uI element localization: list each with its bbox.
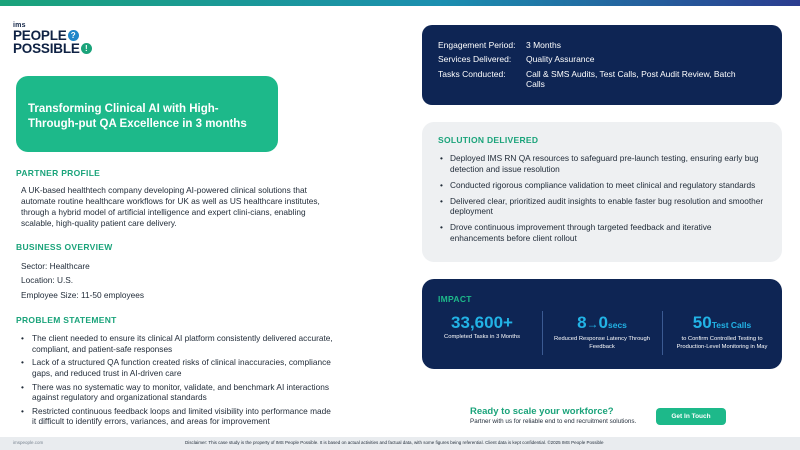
services-delivered-label: Services Delivered: <box>438 54 512 65</box>
solution-list <box>438 153 766 243</box>
problem-statement-heading: PROBLEM STATEMENT <box>16 315 117 325</box>
solution-item: • Conducted rigorous compliance validation to meet clinical and regulatory standards <box>440 179 756 190</box>
impact-stat-tasks <box>422 314 542 351</box>
bullet-icon: • <box>440 153 443 163</box>
solution-card <box>422 122 782 262</box>
business-location: Location: U.S. <box>21 275 74 285</box>
partner-profile-heading: PARTNER PROFILE <box>16 168 101 178</box>
stat-latency-to: 0 <box>598 313 608 332</box>
stat-latency-from: 8 <box>577 313 587 332</box>
logo-question-icon: ? <box>68 30 79 41</box>
engagement-period-value: 3 Months <box>526 40 561 50</box>
logo-exclamation-icon: ! <box>81 43 92 54</box>
bullet-icon: • <box>21 381 24 392</box>
stat-latency-unit: secs <box>608 320 627 330</box>
stat-calls-desc: to Confirm Controlled Testing to Production-Level Monitoring in May <box>676 336 768 350</box>
impact-stats <box>422 314 782 351</box>
solution-item: • Deployed IMS RN QA resources to safeguard pre-launch testing, ensuring early bug detection and issue resolution <box>440 153 759 174</box>
logo-word-possible: POSSIBLE <box>13 40 80 56</box>
arrow-right-icon: → <box>586 317 599 331</box>
solution-item: • Drove continuous improvement through targeted feedback and iterative enhancements before client rollout <box>440 222 712 243</box>
impact-stat-latency <box>542 314 662 351</box>
stat-latency-desc: Reduced Response Latency Through Feedback <box>554 336 650 350</box>
bullet-icon: • <box>21 333 24 343</box>
footer-bar <box>0 437 800 450</box>
engagement-period-label: Engagement Period: <box>438 40 516 50</box>
problem-item: • The client needed to ensure its clinical AI platform consistently delivered accurate, compliant, and patient-safe responses <box>21 333 333 354</box>
tasks-conducted-label: Tasks Conducted: <box>438 68 506 79</box>
footer-disclaimer: Disclaimer: This case study is the property of IMS People Possible. It is based on actual activities and factual data, with some figures being referential. Client data is kept confidential. ©2025 IMS People Possible <box>185 440 604 445</box>
impact-card <box>422 279 782 369</box>
partner-profile-text: A UK-based healthtech company developing AI-powered clinical solutions that automate routine healthcare workflows for UK as well as US healthcare institutes, through a hybrid model of artificial intelligence and expert clini-cians, enabling scalable, high-quality patient care delivery. <box>21 185 320 228</box>
stat-divider <box>542 311 543 355</box>
problem-item: • Restricted continuous feedback loops and limited visibility into performance made it difficult to identify errors, variances, and areas for improvement <box>21 405 331 427</box>
stat-tasks-number: 33,600+ <box>451 313 513 332</box>
engagement-card <box>422 25 782 105</box>
logo-word-people: PEOPLE <box>13 27 67 43</box>
impact-heading: IMPACT <box>438 294 472 304</box>
logo-ims-text: ims <box>13 22 26 29</box>
bullet-icon: • <box>21 405 24 416</box>
stat-calls-number: 50 <box>692 313 712 332</box>
hero-title: Transforming Clinical AI with High-Through-put QA Excellence in 3 months <box>28 103 247 130</box>
solution-item: • Delivered clear, prioritized audit insights to enable faster bug resolution and smoother deployment <box>440 195 764 216</box>
impact-stat-calls <box>662 314 782 351</box>
problem-list <box>21 333 333 430</box>
bullet-icon: • <box>440 195 443 206</box>
cta-title: Ready to scale your workforce? <box>470 406 614 417</box>
business-sector: Sector: Healthcare <box>21 261 90 271</box>
get-in-touch-button[interactable]: Get In Touch <box>656 408 726 425</box>
bullet-icon: • <box>21 357 24 368</box>
stat-tasks-desc: Completed Tasks in 3 Months <box>444 334 520 340</box>
solution-heading: SOLUTION DELIVERED <box>438 135 539 145</box>
tasks-conducted-value: Call & SMS Audits, Test Calls, Post Audit Review, Batch Calls <box>526 68 736 90</box>
business-overview-heading: BUSINESS OVERVIEW <box>16 242 113 252</box>
top-gradient-bar <box>0 0 800 6</box>
hero-card <box>16 76 278 152</box>
services-delivered-value: Quality Assurance <box>526 54 595 65</box>
cta-subtitle: Partner with us for reliable end to end recruitment solutions. <box>470 418 637 425</box>
bullet-icon: • <box>440 222 443 232</box>
stat-calls-unit: Test Calls <box>711 320 752 330</box>
stat-divider <box>662 311 663 355</box>
business-employee-size: Employee Size: 11-50 employees <box>21 290 144 300</box>
problem-item: • There was no systematic way to monitor, validate, and benchmark AI interactions against regulatory and organizational standards <box>21 381 329 403</box>
footer-site-link[interactable]: imspeople.com <box>13 440 44 445</box>
company-logo <box>13 22 92 55</box>
bullet-icon: • <box>440 179 443 190</box>
problem-item: • Lack of a structured QA function created risks of clinical inaccuracies, compliance gaps, and reduced trust in AI-driven care <box>21 357 331 378</box>
